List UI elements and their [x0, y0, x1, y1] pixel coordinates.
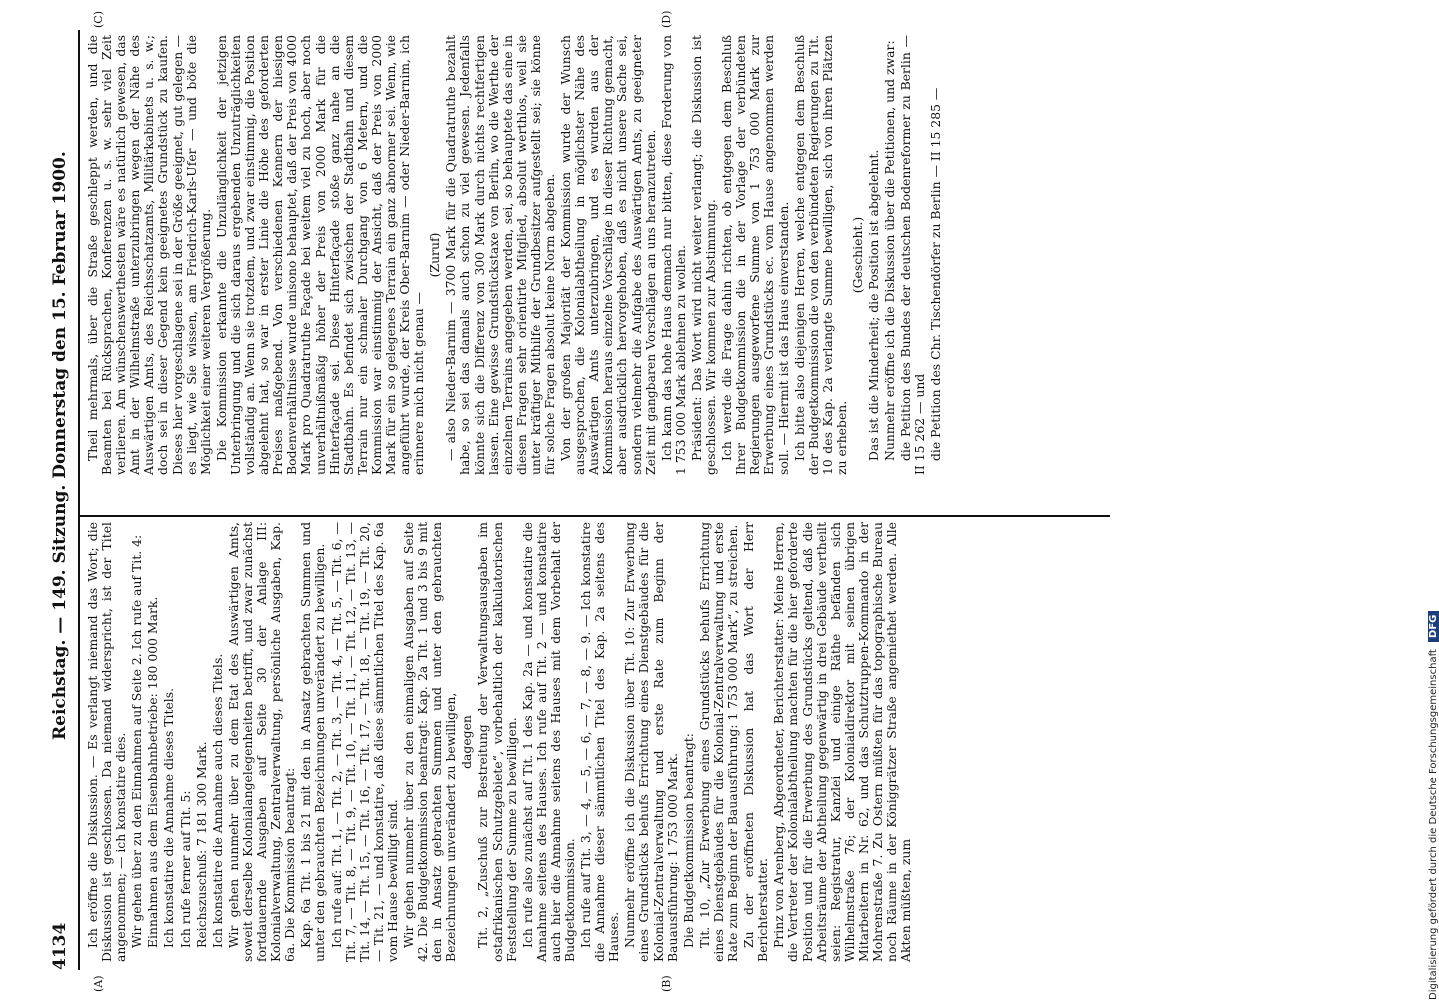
- paragraph: Kap. 6a Tit. 1 bis 21 mit den in Ansatz gebrachten Summen und unter den gebrauchten Bezeichnungen unverändert zu bewilligen.: [298, 522, 328, 962]
- paragraph: Von der großen Majorität der Kommission wurde der Wunsch ausgesprochen, die Kolonialabtheilung in möglichster Nähe des Auswärtigen Amts unterzubringen, und es wurden aus der Kommission heraus einzelne Vorschläge in dieser Richtung gemacht, aber ausdrücklich hervorgehoben, daß es nicht unsere Sache sei, sondern vielmehr die Aufgabe des Auswärtigen Amts, zu geeigneter Zeit mit gangbaren Vorschlägen an uns heranzutreten.: [558, 35, 658, 475]
- right-column: [86, 35, 946, 475]
- paragraph: die Petition des Chr. Tischendörfer zu Berlin — II 15 285 —: [928, 87, 944, 461]
- paragraph: Ich rufe auf Tit. 3, — 4, — 5, — 6, — 7, — 8, — 9. — Ich konstatire die Annahme dieser sämmtlichen Titel des Kap. 2a seitens des Hauses.: [578, 522, 622, 962]
- paragraph: Die Kommission erkannte die Unzulänglichkeit der jetzigen Unterbringung und die sich daraus ergebenden Unzuträglichkeiten vollständig an. Wenn sie trotzdem, und zwar einstimmig, die Position abgelehnt hat, so war in erster Linie die Höhe des geforderten Preises maßgebend. Von verschiedenen Kennern der hiesigen Bodenverhältnisse wurde unisono behauptet, daß der Preis von 4000 Mark pro Quadratruthe Façade bei weitem viel zu hoch, aber noch unverhältnißmäßig höher der Preis von 2000 Mark für die Hinterfaçade sei. Diese Hinterfaçade stoße ganz nahe an die Stadtbahn. Es befindet sich zwischen der Stadtbahn und diesem Terrain nur ein schmaler Durchgang von 6 Metern, und die Kommission war einstimmig der Ansicht, daß der Preis von 2000 Mark für ein so gelegenes Terrain ein ganz abnormer sei. Wenn, wie angeführt wurde, der Kreis Ober-Barnim — oder Nieder-Barnim, ich erinnere mich nicht genau —: [213, 35, 427, 475]
- paragraph: Einnahmen aus dem Eisenbahnbetriebe: 180 000 Mark.: [145, 596, 161, 948]
- paragraph: Ich eröffne die Diskussion. — Es verlangt niemand das Wort; die Diskussion ist geschlossen. Da niemand widerspricht, ist der Titel angenommen; — ich konstatire dies.: [85, 522, 129, 962]
- paragraph: Wir gehen nunmehr über zu den einmaligen Ausgaben auf Seite 42. Die Budgetkommission beantragt: Kap. 2a Tit. 1 und 3 bis 9 mit den in Ansatz gebrachten Summen und unter den gebrauchten Bezeichnungen unverändert zu bewilligen,: [400, 522, 459, 962]
- paragraph: Wir gehen nunmehr über zu dem Etat des Auswärtigen Amts, soweit derselbe Kolonialangelegenheiten betrifft, und zwar zunächst fortdauernde Ausgaben auf Seite 30 der Anlage III: Kolonialverwaltung, Zentralverwaltung, persönliche Ausgaben, Kap. 6a. Die Kommission beantragt:: [225, 522, 298, 962]
- paragraph: Reichszuschuß: 7 181 300 Mark.: [193, 741, 209, 948]
- margin-mark-c: (C): [92, 11, 105, 28]
- paragraph: Ich bitte also diejenigen Herren, welche entgegen dem Beschluß der Budgetkommission die von den verbündeten Regierungen zu Tit. 10 des Kap. 2a verlangte Summe bewilligen, sich von ihren Plätzen zu erheben.: [791, 35, 849, 475]
- paragraph: Das ist die Minderheit; die Position ist abgelehnt.: [866, 149, 882, 461]
- column-divider: [80, 515, 1110, 517]
- paragraph: dagegen: [459, 715, 475, 769]
- paragraph: Ich rufe also zunächst auf Tit. 1 des Kap. 2a — und konstatire die Annahme seitens des Hauses. Ich rufe auf Tit. 2 — und konstatire auch hier die Annahme seitens des Hauses mit dem Vorbehalt der Budgetkommission.: [519, 522, 577, 962]
- paragraph: Ich kann das hohe Haus demnach nur bitten, diese Forderung von 1 753 000 Mark ablehnen zu wollen.: [658, 35, 688, 475]
- paragraph: Ich werde die Frage dahin richten, ob entgegen dem Beschluß Ihrer Budgetkommission die in der Vorlage der verbündeten Regierungen ausgeworfene Summe von 1 753 000 Mark zur Erwerbung eines Grundstücks ec. vom Hause angenommen werden soll. — Hiermit ist das Haus einverstanden.: [719, 35, 791, 475]
- header-rule: [78, 30, 80, 970]
- paragraph: Ich rufe ferner auf Tit. 5:: [177, 790, 193, 948]
- paragraph: Ich konstatire die Annahme dieses Titels.: [161, 687, 177, 948]
- paragraph: die Petition des Bundes der deutschen Bodenreformer zu Berlin — II 15 262 — und: [898, 35, 928, 475]
- paragraph: Präsident: Das Wort wird nicht weiter verlangt; die Diskussion ist geschlossen. Wir kommen zur Abstimmung.: [688, 35, 719, 475]
- paragraph: (Geschieht.): [849, 216, 865, 294]
- left-column: [86, 522, 915, 962]
- running-head: Reichstag. — 149. Sitzung. Donnerstag den 15. Februar 1900.: [50, 151, 70, 740]
- digitization-credit: Digitalisierung gefördert durch die Deutsche Forschungsgemeinschaft: [1428, 649, 1439, 1000]
- paragraph: Nunmehr eröffne ich die Diskussion über die Petitionen, und zwar:: [882, 40, 898, 461]
- page-header: [42, 30, 76, 970]
- paragraph: (Zuruf): [427, 232, 443, 278]
- margin-mark-d: (D): [660, 10, 673, 28]
- paragraph: Tit. 10, „Zur Erwerbung eines Grundstücks behufs Errichtung eines Dienstgebäudes für die Kolonial-Zentralverwaltung und erste Rate zum Beginn der Bauausführung: 1 753 000 Mark“, zu streichen.: [696, 522, 741, 962]
- paragraph: Ich konstatire die Annahme auch dieses Titels.: [209, 653, 225, 948]
- paragraph: Zu der eröffneten Diskussion hat das Wort der Herr Berichterstatter.: [741, 522, 771, 962]
- margin-mark-b: (B): [660, 975, 673, 992]
- margin-mark-a: (A): [92, 975, 105, 992]
- paragraph: Die Budgetkommission beantragt:: [680, 733, 696, 948]
- digitization-sidebar: [1398, 0, 1439, 1000]
- paragraph: Theil mehrmals, über die Straße geschleppt werden, und die Beamten bei Rücksprachen, Konferenzen u. s. w. sehr viel Zeit verlieren. Am wünschenswerthesten wäre es natürlich gewesen, das Amt in der Wilhelmstraße unterzubringen wegen der Nähe des Auswärtigen Amts, des Reichsschatzamts, Militärkabinets u. s. w.; doch sei in dieser Gegend kein geeignetes Grundstück zu kaufen. Dieses hier vorgeschlagene sei in der Größe geeignet, gut gelegen — es liegt, wie Sie wissen, am Friedrich-Karls-Ufer — und böte die Möglichkeit einer weiteren Vergrößerung.: [85, 35, 213, 475]
- paragraph: Nunmehr eröffne ich die Diskussion über Tit. 10: Zur Erwerbung eines Grundstücks behufs Errichtung eines Dienstgebäudes für die Kolonial-Zentralverwaltung und erste Rate zum Beginn der Bauausführung: 1 753 000 Mark.: [622, 522, 680, 962]
- dfg-logo: DFG: [1428, 611, 1439, 642]
- paragraph: Wir gehen über zu den Einnahmen auf Seite 2. Ich rufe auf Tit. 4:: [129, 534, 145, 948]
- paragraph: Ich rufe auf: Tit. 1, — Tit. 2, — Tit. 3, — Tit. 4, — Tit. 5, — Tit. 6, — Tit. 7, — Tit. 8, — Tit. 9, — Tit. 10, — Tit. 11, — Tit. 12, — Tit. 13, — Tit. 14, — Tit. 15, — Tit. 16, — Tit. 17, — Tit. 18, — Tit. 19, — Tit. 20, — Tit. 21, — und konstatire, daß diese sämmtlichen Titel des Kap. 6a vom Hause bewilligt sind.: [328, 522, 400, 962]
- paragraph: — also Nieder-Barnim — 3700 Mark für die Quadratruthe bezahlt habe, so sei das damals auch schon zu viel gewesen. Jedenfalls könnte sich die Differenz von 300 Mark durch nichts rechtfertigen lassen. Eine gewisse Grundstückstaxe von Berlin, wo die Werthe der einzelnen Terrains angegeben werden, sei, so behauptete das eine in diesen Fragen sehr orientirte Mitglied, absolut werthlos, weil sie unter kräftiger Mithilfe der Grundbesitzer aufgestellt sei; sie könne für solche Fragen absolut keine Norm abgeben.: [443, 35, 557, 475]
- paragraph: Tit. 2, „Zuschuß zur Bestreitung der Verwaltungsausgaben im ostafrikanischen Schutzgebiete“, vorbehaltlich der kalkulatorischen Feststellung der Summe zu bewilligen.: [475, 522, 519, 962]
- page-number: 4134: [50, 922, 70, 970]
- paragraph: Prinz von Arenberg, Abgeordneter, Berichterstatter: Meine Herren, die Vertreter der Kolonialabtheilung machten für die hier geforderte Position und für die Erwerbung des Grundstücks geltend, daß die Arbeitsräume der Abtheilung gegenwärtig in drei Gebäude vertheilt seien: Registratur, Kanzlei und einige Räthe befänden sich Wilhelmstraße 76; der Kolonialdirektor mit seinen übrigen Mitarbeitern in Nr. 62, und das Schutztruppen-Kommando in der Mohrenstraße 7. Zu Ostern müßten für das topographische Bureau noch Räume in der Königgrätzer Straße angemiethet werden. Alle Akten müßten, zum: [771, 522, 914, 962]
